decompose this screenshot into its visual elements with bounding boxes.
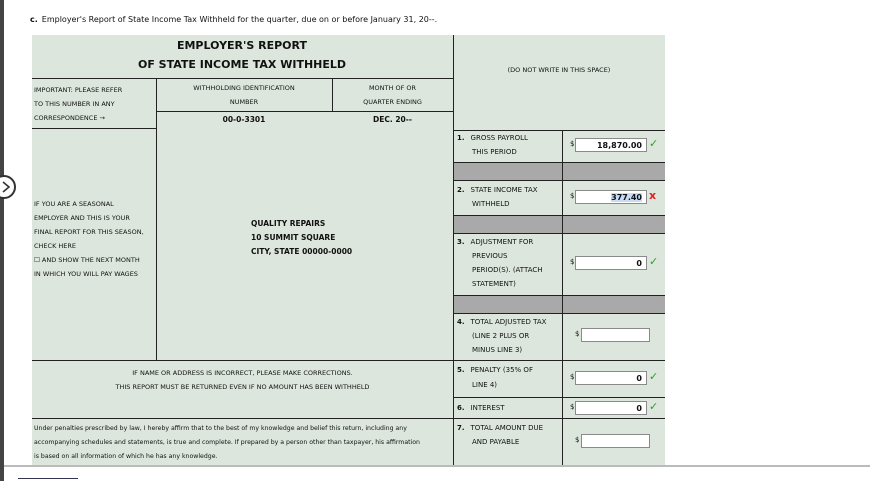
line3-label-c: PERIOD(S). (ATTACH [472,266,543,274]
address-city: CITY, STATE 00000-0000 [251,247,353,256]
affirmation-line1: Under penalties prescribed by law, I hereby affirm that to the best of my knowledge and belief this return, including any [34,425,407,432]
seasonal-line4: CHECK HERE [34,242,77,250]
line7-dollar: $ [575,436,580,444]
problem-caption [30,15,437,24]
line1-check-icon: ✓ [649,137,659,150]
seasonal-line3: FINAL REPORT FOR THIS SEASON, [34,228,144,236]
line2-label: 2. STATE INCOME TAX [457,186,538,194]
withholding-id-label1: WITHHOLDING IDENTIFICATION [193,84,295,92]
line1-label-b: THIS PERIOD [472,148,517,156]
gray-band-2 [453,215,665,233]
line1-label: 1. GROSS PAYROLL [457,134,528,142]
affirmation-line2: accompanying schedules and statements, is true and complete. If prepared by a person other than taxpayer, his affirmation [34,439,420,446]
month-label1: MONTH OF OR [368,84,417,92]
gross-payroll-input[interactable]: 18,870.00 [575,138,647,152]
gray-band-1 [453,162,665,180]
bottom-tab-fragment [18,478,78,482]
month-value: DEC. 20-- [373,115,412,124]
address-name: QUALITY REPAIRS [251,219,326,228]
line5-check-icon: ✓ [649,370,659,383]
penalty-input[interactable]: 0 [575,371,647,385]
line7-label: 7. TOTAL AMOUNT DUE [457,424,544,432]
line3-label-d: STATEMENT) [472,280,516,288]
line4-label: 4. TOTAL ADJUSTED TAX [457,318,547,326]
seasonal-line1: IF YOU ARE A SEASONAL [34,200,114,208]
interest-input[interactable]: 0 [575,401,647,415]
gray-band-3 [453,295,665,313]
address-street: 10 SUMMIT SQUARE [251,233,336,242]
line2-dollar: $ [570,192,575,200]
chevron-right-icon [2,181,11,193]
do-not-write-note: (DO NOT WRITE IN THIS SPACE) [507,66,611,74]
line6-dollar: $ [570,403,575,411]
line4-label-c: MINUS LINE 3) [472,346,523,354]
month-label2: QUARTER ENDING [363,98,422,106]
seasonal-line6: IN WHICH YOU WILL PAY WAGES [34,270,138,278]
report-title-line2: OF STATE INCOME TAX WITHHELD [137,58,347,71]
expand-chevron-button[interactable] [0,175,16,199]
notice-line1: IF NAME OR ADDRESS IS INCORRECT, PLEASE MAKE CORRECTIONS. [132,369,353,377]
adjustment-input[interactable]: 0 [575,256,647,270]
employer-report-form [32,35,665,465]
seasonal-line2: EMPLOYER AND THIS IS YOUR [34,214,130,222]
line3-label: 3. ADJUSTMENT FOR [457,238,534,246]
line5-label: 5. PENALTY (35% OF [457,366,533,374]
line5-label-b: LINE 4) [472,381,498,389]
notice-line2: THIS REPORT MUST BE RETURNED EVEN IF NO AMOUNT HAS BEEN WITHHELD [115,383,370,391]
line1-dollar: $ [570,140,575,148]
seasonal-checkbox-line[interactable]: ☐ AND SHOW THE NEXT MONTH [34,256,140,264]
withholding-id-label2: NUMBER [229,98,259,106]
report-title-line1: EMPLOYER'S REPORT [176,39,308,52]
caption-label: c. [30,15,38,24]
total-adjusted-tax-input[interactable] [581,328,650,342]
important-line3: CORRESPONDENCE → [34,114,105,122]
total-amount-due-input[interactable] [581,434,650,448]
line6-label: 6. INTEREST [457,404,505,412]
line3-label-b: PREVIOUS [472,252,508,260]
bottom-divider [4,465,870,467]
line3-check-icon: ✓ [649,255,659,268]
state-income-tax-input[interactable]: 377.40 [575,190,647,204]
line3-dollar: $ [570,258,575,266]
caption-text: Employer's Report of State Income Tax Withheld for the quarter, due on or before January 31, 20--. [41,15,438,24]
line4-dollar: $ [575,330,580,338]
important-line1: IMPORTANT: PLEASE REFER [34,86,123,94]
line4-label-b: (LINE 2 PLUS OR [472,332,530,340]
affirmation-line3: is based on all information of which he has any knowledge. [34,453,218,460]
line6-check-icon: ✓ [649,400,659,413]
line2-label-b: WITHHELD [472,200,510,208]
line2-error-icon: x [649,189,657,202]
withholding-id-value: 00-0-3301 [222,115,266,124]
left-edge-bar [0,0,4,481]
important-line2: TO THIS NUMBER IN ANY [34,100,115,108]
line7-label-b: AND PAYABLE [472,438,520,446]
line5-dollar: $ [570,373,575,381]
